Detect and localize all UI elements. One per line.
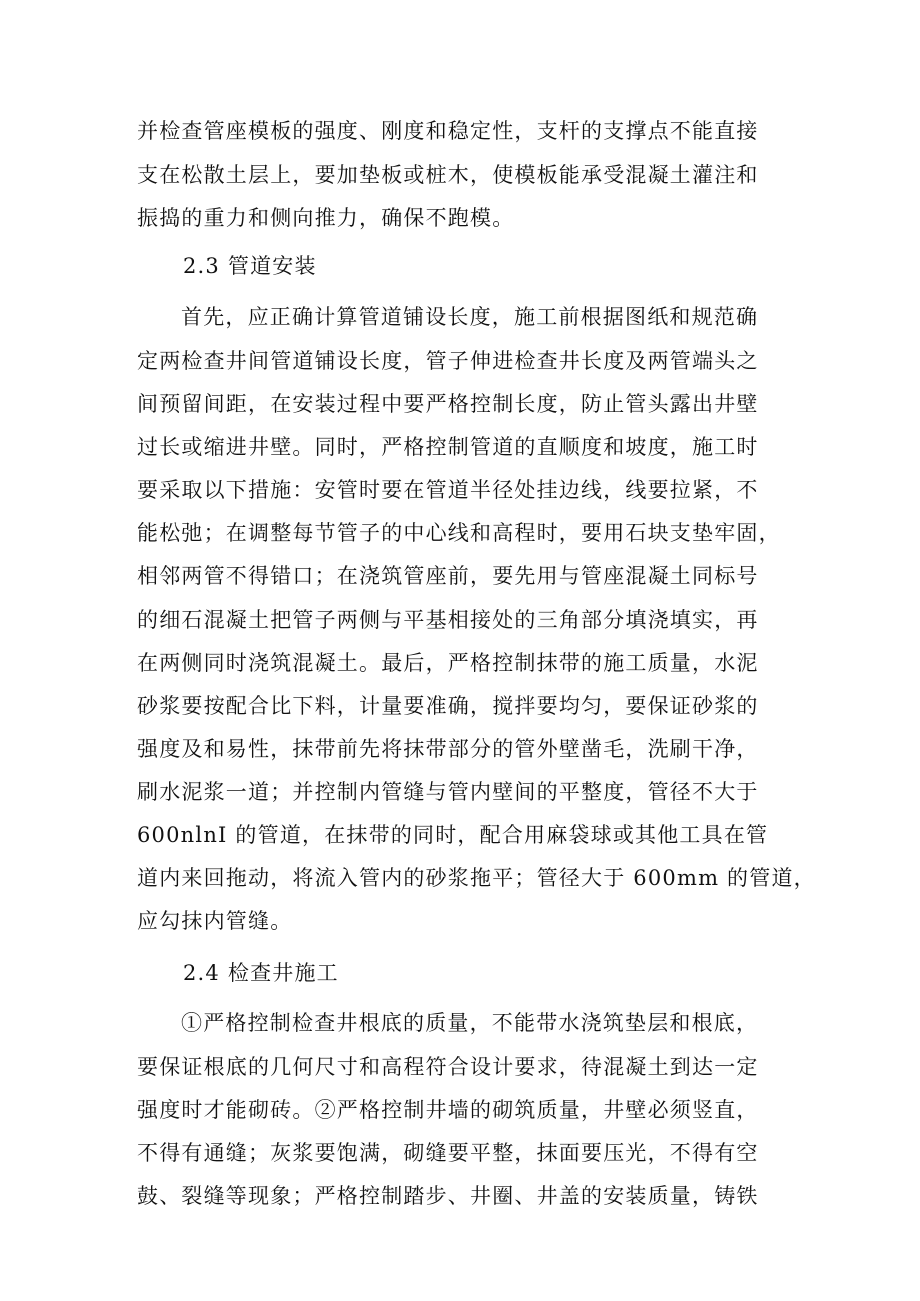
paragraph-line: 道内来回拖动，将流入管内的砂浆拖平；管径大于 600mm 的管道， xyxy=(137,866,816,890)
paragraph-line: 能松弛；在调整每节管子的中心线和高程时，要用石块支垫牢固， xyxy=(137,521,781,545)
section-heading-2-3: 2.3 管道安装 xyxy=(183,254,317,278)
paragraph-line: 应勾抹内管缝。 xyxy=(137,909,293,933)
paragraph-line: 不得有通缝；灰浆要饱满，砌缝要平整，抹面要压光，不得有空 xyxy=(137,1141,759,1165)
paragraph-line: 鼓、裂缝等现象；严格控制踏步、井圈、井盖的安装质量，铸铁 xyxy=(137,1184,759,1208)
paragraph-line: 过长或缩进井壁。同时，严格控制管道的直顺度和坡度，施工时 xyxy=(137,435,759,459)
section-heading-2-4: 2.4 检查井施工 xyxy=(183,961,339,985)
paragraph-line: 定两检查井间管道铺设长度，管子伸进检查井长度及两管端头之 xyxy=(137,349,759,373)
paragraph-line: 振捣的重力和侧向推力，确保不跑模。 xyxy=(137,206,515,230)
paragraph-line: 强度时才能砌砖。②严格控制井墙的砌筑质量，井壁必须竖直， xyxy=(137,1098,759,1122)
paragraph-line: 的细石混凝土把管子两侧与平基相接处的三角部分填浇填实，再 xyxy=(137,608,759,632)
paragraph-line: 在两侧同时浇筑混凝土。最后，严格控制抹带的施工质量，水泥 xyxy=(137,651,759,675)
paragraph-line: 要保证根底的几何尺寸和高程符合设计要求，待混凝土到达一定 xyxy=(137,1055,759,1079)
paragraph-line: ①严格控制检查井根底的质量，不能带水浇筑垫层和根底， xyxy=(181,1011,759,1035)
paragraph-line: 要采取以下措施：安管时要在管道半径处挂边线，线要拉紧，不 xyxy=(137,478,759,502)
paragraph-line: 强度及和易性，抹带前先将抹带部分的管外壁凿毛，洗刷干净， xyxy=(137,737,759,761)
paragraph-line: 支在松散土层上，要加垫板或桩木，使模板能承受混凝土灌注和 xyxy=(137,163,759,187)
paragraph-line: 砂浆要按配合比下料，计量要准确，搅拌要均匀，要保证砂浆的 xyxy=(137,694,759,718)
paragraph-line: 间预留间距，在安装过程中要严格控制长度，防止管头露出井壁 xyxy=(137,392,759,416)
paragraph-line: 刷水泥浆一道；并控制内管缝与管内壁间的平整度，管径不大于 xyxy=(137,780,759,804)
paragraph-line: 相邻两管不得错口；在浇筑管座前，要先用与管座混凝土同标号 xyxy=(137,564,759,588)
paragraph-line: 600nlnI 的管道，在抹带的同时，配合用麻袋球或其他工具在管 xyxy=(137,823,769,847)
paragraph-line: 首先，应正确计算管道铺设长度，施工前根据图纸和规范确 xyxy=(181,305,759,329)
paragraph-line: 并检查管座模板的强度、刚度和稳定性，支杆的支撑点不能直接 xyxy=(137,119,759,143)
